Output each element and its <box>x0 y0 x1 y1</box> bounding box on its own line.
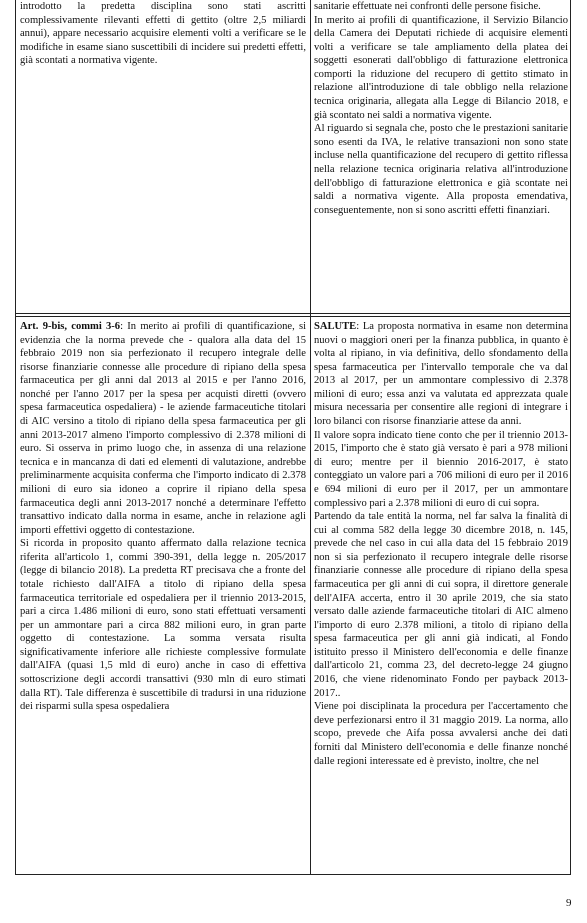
row1-left-cell <box>20 0 306 310</box>
ministry-heading: SALUTE <box>314 321 357 332</box>
paragraph: sanitarie effettuate nei confronti delle persone fisiche. <box>314 1 541 12</box>
paragraph: In merito ai profili di quantificazione, il Servizio Bilancio della Camera dei Deputati richiede di acquisire elementi volti a verificare se tale ampliamento della platea dei soggetti esonerati dall'obbligo di fatturazione elettronica comporti la riduzione del recupero di gettito stimato in relazione all'introduzione di tale obbligo nella relazione tecnica originaria, allegata alla Legge di Bilancio 2018, e già scontato nei saldi a normativa vigente. <box>314 14 568 121</box>
paragraph-text: : In merito ai profili di quantificazione, si evidenzia che la norma prevede che - qualora alla data del 15 febbraio 2019 non sia perfezionato il recupero integrale delle risorse finanziarie connesse alle procedure di ripiano della spesa farmaceutica per gli anni dal 2013 al 2015 e per l'anno 2016, nonché per l'anno 2017 per la spesa per acquisti diretti (ovvero spesa farmaceutica ospedaliera) - le aziende farmaceutiche titolari di AIC versino a titolo di ripiano della spesa farmaceutica per gli anni 2013-2017 almeno l'importo complessivo di 2.378 milioni di euro. Si osserva in primo luogo che, in assenza di una relazione tecnica e in mancanza di dati ed elementi di valutazione, andrebbe preliminarmente acquisita conferma che l'importo indicato di 2.378 milioni di euro sia idoneo a coprire il ripiano della spesa farmaceutica degli anni 2013-2017 nonché a determinare l'effetto transattivo indicato dalla norma in esame, anche in relazione agli importi effettivi oggetto di contestazione. <box>20 321 306 536</box>
row-divider-double <box>16 316 570 317</box>
article-heading: Art. 9-bis, commi 3-6 <box>20 321 121 332</box>
paragraph: Al riguardo si segnala che, posto che le prestazioni sanitarie sono esenti da IVA, le relative transazioni non sono state incluse nella quantificazione del recupero di gettito riflessa nella relazione tecnica originaria relativa all'introduzione dell'obbligo di fatturazione elettronica e già scontate nei saldi a normativa vigente. Alla proposta emendativa, conseguentemente, non si sono ascritti effetti finanziari. <box>314 123 568 216</box>
row-divider <box>16 313 570 314</box>
paragraph: Viene poi disciplinata la procedura per l'accertamento che deve perfezionarsi entro il 31 maggio 2019. La norma, allo scopo, prevede che Aifa possa avvalersi anche dei dati forniti dal Ministero dell'economia e delle finanze nonché dalle regioni interessate ed è previsto, inoltre, che nel <box>314 701 568 767</box>
paragraph: Si ricorda in proposito quanto affermato dalla relazione tecnica riferita all'articolo 1, commi 390-391, della legge n. 205/2017 (legge di bilancio 2018). La predetta RT precisava che a fronte del totale richiesto dall'AIFA a titolo di ripiano della spesa farmaceutica territoriale ed ospedaliera per il triennio 2013-2015, pari a circa 1.486 milioni di euro, sono stati effettuati versamenti per un ammontare pari a circa 882 milioni euro, in gran parte oggetto di contestazione. La somma versata risulta significativamente inferiore alle richieste complessive formulate dall'AIFA (quasi 1,5 mld di euro) anche in caso di effettiva sottoscrizione degli accordi transattivi (930 mln di euro stimati dalla RT). Tale differenza è suscettibile di tradursi in una riduzione dei risparmi sulla spesa ospedaliera <box>20 538 306 713</box>
row2-left-cell <box>20 320 306 872</box>
paragraph: Partendo da tale entità la norma, nel far salva la finalità di cui al comma 582 della legge 30 dicembre 2018, n. 145, prevede che nel caso in cui alla data del 15 febbraio 2019 non si sia perfezionato il recupero integrale delle risorse finanziarie connesse alle procedure di ripiano della spesa farmaceutica per gli anni di cui sopra, il direttore generale dell'AIFA accerta, entro il 30 aprile 2019, che sia stato versato dalle aziende farmaceutiche titolari di AIC almeno l'importo di euro 2.378 milioni, a titolo di ripiano della spesa farmaceutica per gli anni già indicati, al Fondo istituito presso il Ministero dell'economia e delle finanze dall'articolo 21, comma 23, del decreto-legge 24 giugno 2016, che viene ridenominato Fondo per payback 2013-2017.. <box>314 511 568 699</box>
paragraph-text: : La proposta normativa in esame non determina nuovi o maggiori oneri per la finanza pubblica, in quanto è volta al ripiano, in via definitiva, dello sfondamento della spesa farmaceutica per l'intervallo temporale che va dal 2013 al 2017, per un ammontare complessivo di 2.378 milioni di euro; essa anzi va valutata ed apprezzata quale misura necessaria per consentire alle regioni di integrare i loro bilanci con risorse finanziarie attese da anni. <box>314 321 568 428</box>
paragraph <box>20 320 306 537</box>
column-divider <box>310 0 311 875</box>
page-number: 9 <box>566 897 572 909</box>
row1-right-cell <box>314 0 568 310</box>
paragraph: Il valore sopra indicato tiene conto che per il triennio 2013-2015, l'importo che è stato già versato è pari a 978 milioni di euro; mentre per il biennio 2016-2017, è stato conteggiato un valore pari a 706 milioni di euro per il 2016 e 694 milioni di euro per il 2017, per un ammontare complessivo pari a 2.378 milioni di euro di cui sopra. <box>314 429 568 509</box>
paragraph <box>314 320 568 429</box>
table-frame <box>15 0 571 875</box>
row2-right-cell <box>314 320 568 872</box>
paragraph: introdotto la predetta disciplina sono stati ascritti complessivamente rilevanti effetti di gettito (oltre 2,5 miliardi annui), appare necessario acquisire elementi volti a verificare se le modifiche in esame siano suscettibili di incidere sui predetti effetti, già scontati a normativa vigente. <box>20 1 306 67</box>
